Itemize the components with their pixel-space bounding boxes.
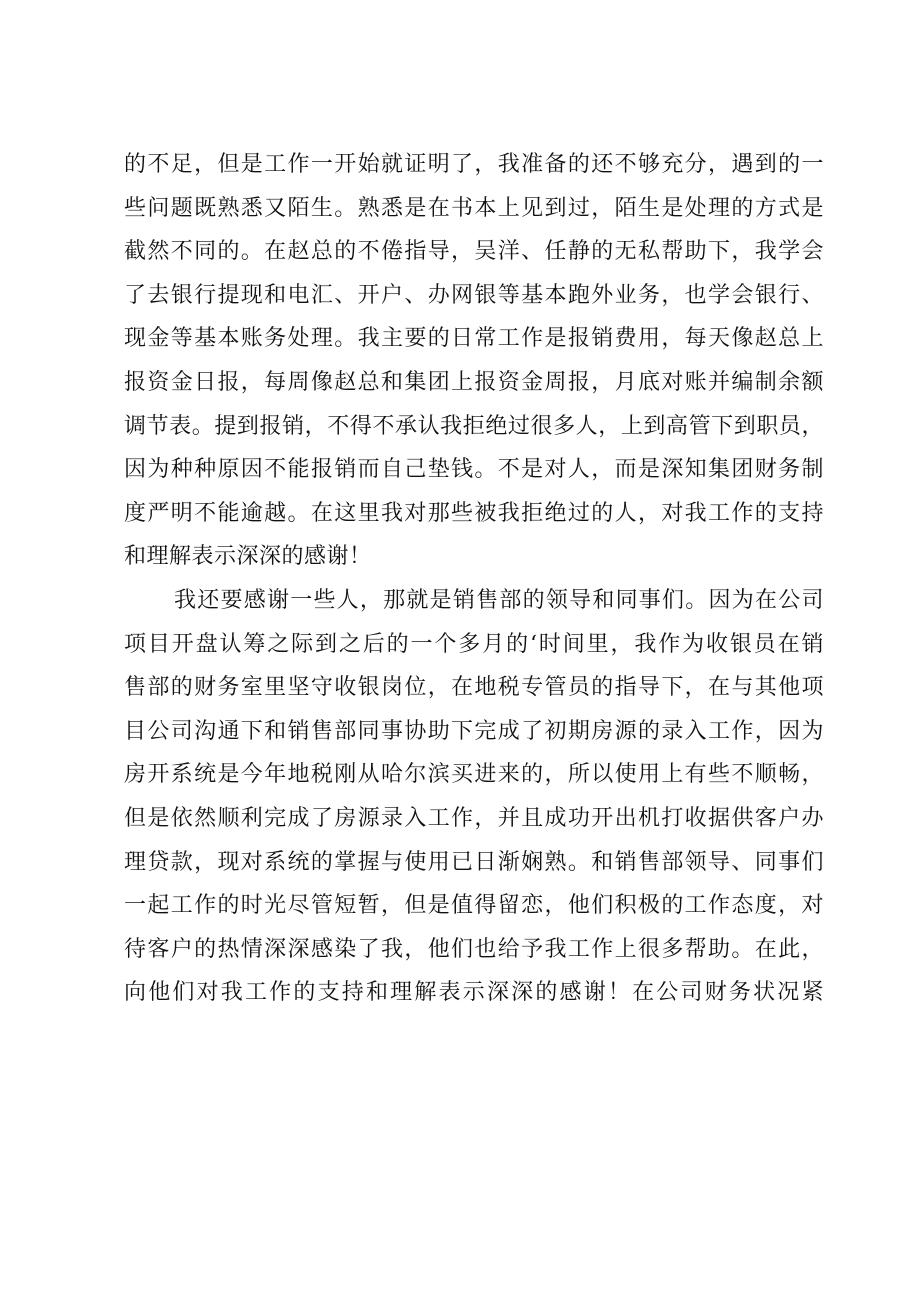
paragraph-1: [124, 143, 824, 579]
text-line: 和理解表示深深的感谢！: [124, 544, 372, 570]
text-line: 房开系统是今年地税刚从哈尔滨买进来的，所以使用上有些不顺畅，: [124, 762, 824, 788]
text-line: 了去银行提现和电汇、开户、办网银等基本跑外业务，也学会银行、: [124, 282, 824, 308]
text-line: 因为种种原因不能报销而自己垫钱。不是对人，而是深知集团财务制: [124, 457, 824, 483]
text-line: 些问题既熟悉又陌生。熟悉是在书本上见到过，陌生是处理的方式是: [124, 195, 824, 221]
paragraph-2: [124, 579, 824, 1015]
text-line: 目公司沟通下和销售部同事协助下完成了初期房源的录入工作，因为: [124, 718, 824, 744]
text-line: 度严明不能逾越。在这里我对那些被我拒绝过的人，对我工作的支持: [124, 500, 824, 526]
text-line: 项目开盘认筹之际到之后的一个多月的‘时间里，我作为收银员在销: [124, 631, 824, 657]
text-line: 售部的财务室里坚守收银岗位，在地税专管员的指导下，在与其他项: [124, 675, 824, 701]
text-line: 但是依然顺利完成了房源录入工作，并且成功开出机打收据供客户办: [124, 805, 824, 831]
text-line: 的不足，但是工作一开始就证明了，我准备的还不够充分，遇到的一: [124, 152, 824, 177]
body-text: [124, 143, 824, 1015]
text-line: 待客户的热情深深感染了我，他们也给予我工作上很多帮助。在此，: [124, 936, 824, 962]
text-line: 调节表。提到报销，不得不承认我拒绝过很多人，上到高管下到职员，: [124, 413, 824, 439]
text-line: 向他们对我工作的支持和理解表示深深的感谢！在公司财务状况紧: [124, 980, 824, 1006]
text-line: 一起工作的时光尽管短暂，但是值得留恋，他们积极的工作态度，对: [124, 893, 824, 919]
text-line: 报资金日报，每周像赵总和集团上报资金周报，月底对账并编制余额: [124, 369, 824, 395]
text-line: 理贷款，现对系统的掌握与使用已日渐娴熟。和销售部领导、同事们: [124, 849, 824, 875]
text-line: 截然不同的。在赵总的不倦指导，吴洋、任静的无私帮助下，我学会: [124, 239, 824, 265]
text-line: 现金等基本账务处理。我主要的日常工作是报销费用，每天像赵总上: [124, 326, 824, 352]
text-line: 我还要感谢一些人，那就是销售部的领导和同事们。因为在公司: [174, 587, 824, 613]
